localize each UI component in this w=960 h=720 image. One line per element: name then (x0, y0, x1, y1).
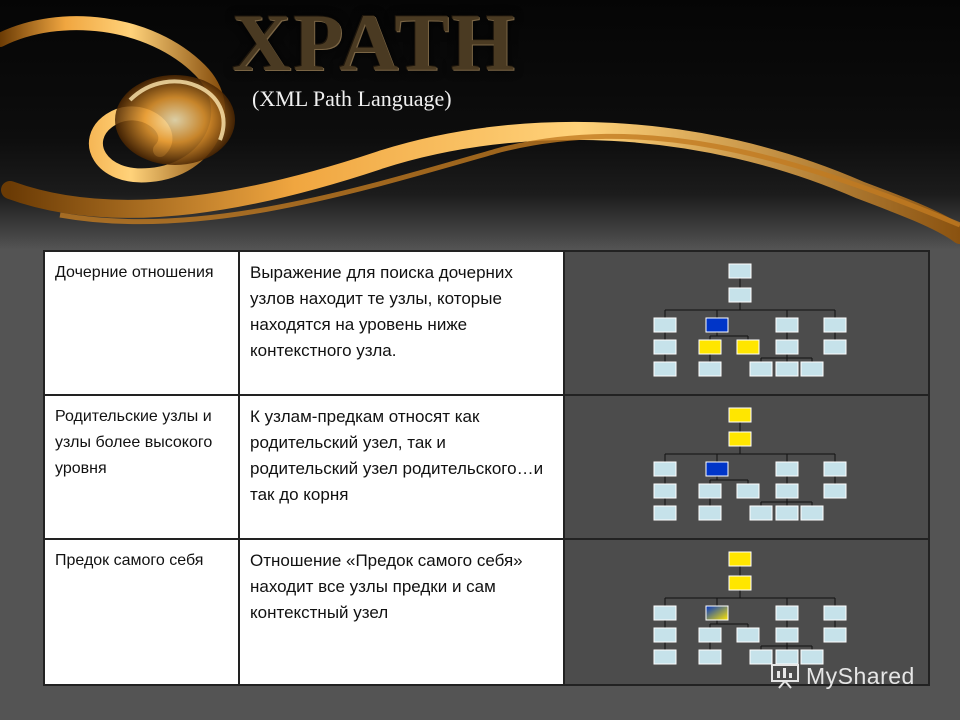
tree-node (776, 318, 798, 332)
tree-node (654, 340, 676, 354)
table-row (44, 251, 929, 395)
tree-node-selected (729, 432, 751, 446)
tree-node (654, 606, 676, 620)
slide-header (0, 0, 960, 250)
axis-term: Родительские узлы и узлы более высокого уровня (44, 395, 239, 539)
axis-description: Выражение для поиска дочерних узлов находит те узлы, которые находятся на уровень ниже контекстного узла. (239, 251, 564, 395)
tree-node (699, 484, 721, 498)
tree-node (824, 340, 846, 354)
axis-description: Отношение «Предок самого себя» находит все узлы предки и сам контекстный узел (239, 539, 564, 685)
logo-subtitle: (XML Path Language) (252, 86, 452, 111)
tree-node (776, 628, 798, 642)
tree-node (776, 462, 798, 476)
tree-node-selected (729, 408, 751, 422)
tree-node (801, 506, 823, 520)
tree-node (824, 462, 846, 476)
tree-node (824, 606, 846, 620)
tree-diagram (565, 252, 930, 394)
logo-title: XPATH (232, 0, 517, 88)
tree-node (729, 288, 751, 302)
axis-term: Дочерние отношения (44, 251, 239, 395)
tree-node-selected (737, 340, 759, 354)
tree-node-context (706, 462, 728, 476)
tree-node (824, 318, 846, 332)
axis-description: К узлам-предкам относят как родительский узел, так и родительский узел родительского…и так до корня (239, 395, 564, 539)
presentation-icon (770, 663, 800, 689)
tree-node (654, 484, 676, 498)
tree-node (776, 484, 798, 498)
tree-node (654, 318, 676, 332)
watermark (770, 662, 915, 690)
tree-node (824, 628, 846, 642)
tree-node (699, 506, 721, 520)
tree-node (750, 362, 772, 376)
tree-node-context (706, 318, 728, 332)
watermark-text: MyShared (806, 662, 915, 689)
table-row (44, 395, 929, 539)
axis-diagram-cell (564, 251, 929, 395)
tree-node-context (706, 606, 728, 620)
tree-node (699, 650, 721, 664)
tree-node-selected (729, 552, 751, 566)
axes-table (43, 250, 930, 686)
axis-diagram-cell (564, 395, 929, 539)
tree-node-selected (729, 576, 751, 590)
tree-node (654, 462, 676, 476)
tree-node (824, 484, 846, 498)
tree-diagram (565, 396, 930, 538)
tree-node-selected (699, 340, 721, 354)
tree-node (776, 506, 798, 520)
tree-node (654, 628, 676, 642)
tree-node (699, 362, 721, 376)
tree-node (729, 264, 751, 278)
tree-node (776, 340, 798, 354)
tree-node (737, 628, 759, 642)
tree-node (801, 362, 823, 376)
tree-node (750, 650, 772, 664)
tree-node (750, 506, 772, 520)
tree-node (654, 506, 676, 520)
tree-node (699, 628, 721, 642)
axis-term: Предок самого себя (44, 539, 239, 685)
tree-node (654, 362, 676, 376)
tree-node (776, 362, 798, 376)
tree-node (737, 484, 759, 498)
tree-node (776, 606, 798, 620)
tree-node (654, 650, 676, 664)
